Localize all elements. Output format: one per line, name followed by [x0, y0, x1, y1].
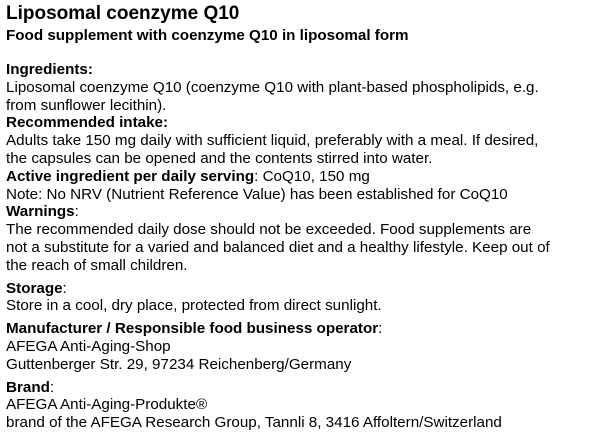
active-ingredient-line [6, 168, 598, 186]
brand-owner: brand of the AFEGA Research Group, Tannli 8, 3416 Affoltern/Switzerland [6, 414, 502, 432]
product-label [6, 4, 598, 432]
warnings-text-line: The recommended daily dose should not be exceeded. Food supplements are [6, 221, 532, 239]
product-subtitle: Food supplement with coenzyme Q10 in liposomal form [6, 27, 409, 44]
storage-colon: : [62, 279, 67, 297]
warnings-text-line: not a substitute for a varied and balanced diet and a healthy lifestyle. Keep out of [6, 238, 550, 256]
warnings-heading: Warnings [6, 203, 75, 221]
storage-heading-line [6, 280, 598, 298]
ingredients-text-line: Liposomal coenzyme Q10 (coenzyme Q10 with plant-based phospholipids, e.g. [6, 78, 539, 96]
manufacturer-name: AFEGA Anti-Aging-Shop [6, 337, 171, 355]
brand-section [6, 379, 598, 432]
manufacturer-heading-line [6, 320, 598, 338]
brand-heading-line [6, 379, 598, 397]
brand-colon: : [49, 378, 55, 396]
manufacturer-colon: : [378, 320, 383, 338]
ingredients-section [6, 61, 598, 114]
manufacturer-section [6, 320, 598, 373]
brand-name: AFEGA Anti-Aging-Produkte® [6, 396, 208, 414]
intake-text-line: Adults take 150 mg daily with sufficient liquid, preferably with a meal. If desired, [6, 132, 539, 150]
product-title: Liposomal coenzyme Q10 [6, 3, 240, 24]
warnings-colon: : [74, 203, 79, 221]
ingredients-text-line: from sunflower lecithin). [6, 96, 167, 114]
storage-section [6, 280, 598, 316]
active-ingredient-heading: Active ingredient per daily serving [6, 167, 255, 185]
warnings-section [6, 203, 598, 274]
warnings-text-line: the reach of small children. [6, 256, 188, 274]
nrv-note: Note: No NRV (Nutrient Reference Value) has been established for CoQ10 [6, 185, 508, 203]
storage-heading: Storage [6, 279, 63, 297]
storage-text-line: Store in a cool, dry place, protected from direct sunlight. [6, 297, 382, 315]
active-ingredient-section [6, 168, 598, 204]
manufacturer-address: Guttenberger Str. 29, 97234 Reichenberg/Germany [6, 355, 352, 373]
intake-text-line: the capsules can be opened and the contents stirred into water. [6, 149, 433, 167]
active-ingredient-value: : CoQ10, 150 mg [254, 167, 370, 185]
brand-heading: Brand [6, 378, 50, 396]
ingredients-heading: Ingredients: [6, 61, 93, 78]
manufacturer-heading: Manufacturer / Responsible food business operator [6, 320, 379, 338]
warnings-heading-line [6, 203, 598, 221]
intake-heading: Recommended intake: [6, 114, 169, 132]
intake-section [6, 114, 598, 167]
